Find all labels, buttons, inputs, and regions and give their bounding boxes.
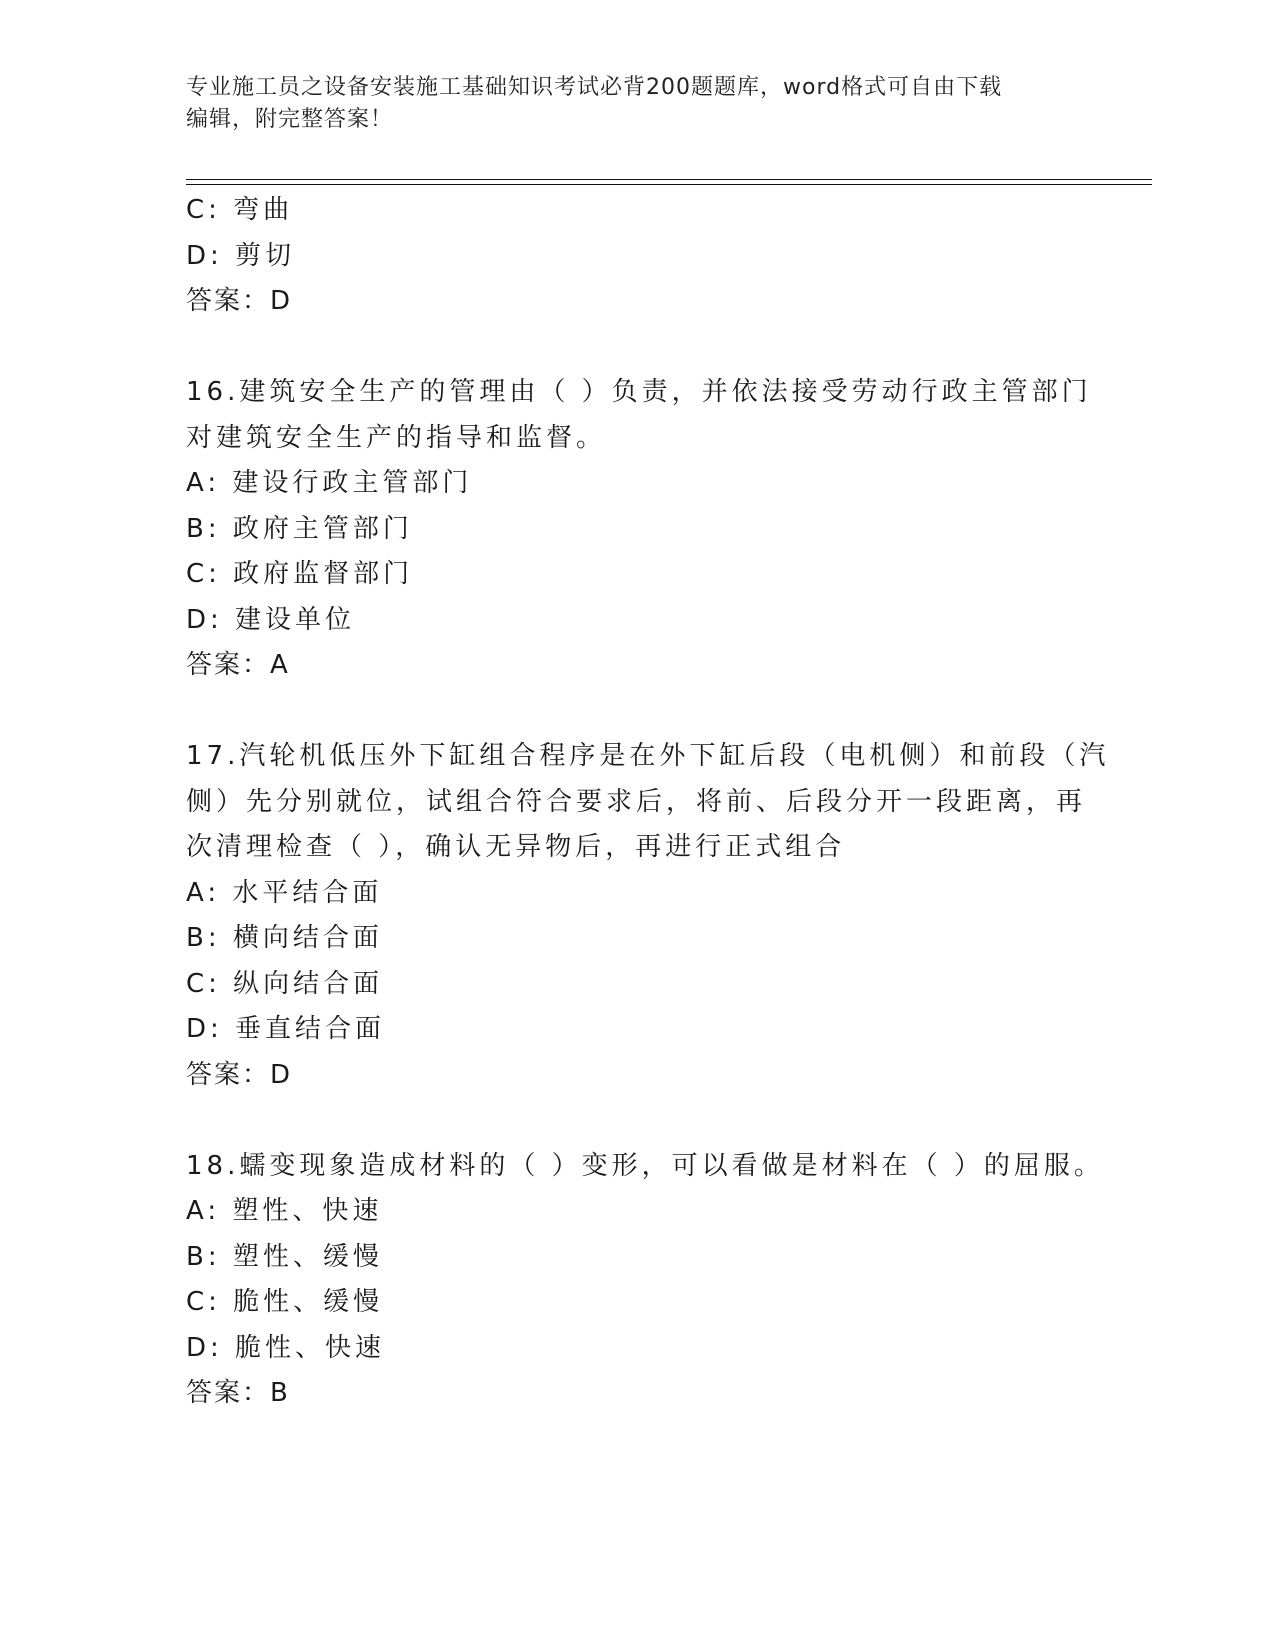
option-d: D: 建设单位 <box>186 604 356 635</box>
spacer <box>186 689 1086 735</box>
question-stem-line: 18.蠕变现象造成材料的（ ）变形，可以看做是材料在（ ）的屈服。 <box>186 1150 1104 1181</box>
question-stem-line: 17.汽轮机低压外下缸组合程序是在外下缸后段（电机侧）和前段（汽 <box>186 741 1110 771</box>
option-a: A: 塑性、快速 <box>186 1196 383 1226</box>
answer-line: 答案：D <box>186 1059 293 1090</box>
spacer <box>186 1098 1086 1144</box>
option-d: D: 垂直结合面 <box>186 1014 386 1044</box>
question-stem-line: 次清理检查（ ），确认无异物后，再进行正式组合 <box>186 832 846 862</box>
option-a: A: 水平结合面 <box>186 877 383 908</box>
option-d: D: 脆性、快速 <box>186 1332 386 1363</box>
answer-line: 答案：D <box>186 286 293 316</box>
header-divider-top <box>186 179 1152 180</box>
question-stem-line: 侧）先分别就位，试组合符合要求后，将前、后段分开一段距离，再 <box>186 786 1087 817</box>
question-16 <box>186 370 1092 689</box>
answer-line: 答案：B <box>186 1378 290 1408</box>
question-stem-line: 16.建筑安全生产的管理由（ ）负责，并依法接受劳动行政主管部门 <box>186 377 1092 407</box>
header-title-line-1: 专业施工员之设备安装施工基础知识考试必背200题题库，word格式可自由下载 <box>186 75 1003 100</box>
option-b: B: 塑性、缓慢 <box>186 1241 383 1272</box>
option-c: C: 纵向结合面 <box>186 968 384 999</box>
document-body <box>186 188 1110 1417</box>
document-header <box>186 72 1086 136</box>
answer-line: 答案：A <box>186 650 290 680</box>
question-stem-line: 对建筑安全生产的指导和监督。 <box>186 422 607 453</box>
spacer <box>186 325 1086 371</box>
option-b: B: 横向结合面 <box>186 923 383 953</box>
header-title-line-2: 编辑，附完整答案！ <box>186 107 394 132</box>
option-b: B: 政府主管部门 <box>186 513 413 544</box>
option-d: D: 剪切 <box>186 240 296 271</box>
option-c: C: 弯曲 <box>186 195 294 225</box>
header-divider-bottom <box>186 184 1152 185</box>
question-15-continuation <box>186 188 1086 325</box>
option-c: C: 政府监督部门 <box>186 559 414 589</box>
option-c: C: 脆性、缓慢 <box>186 1287 384 1317</box>
question-17 <box>186 734 1110 1098</box>
question-18 <box>186 1144 1104 1417</box>
option-a: A: 建设行政主管部门 <box>186 468 473 498</box>
